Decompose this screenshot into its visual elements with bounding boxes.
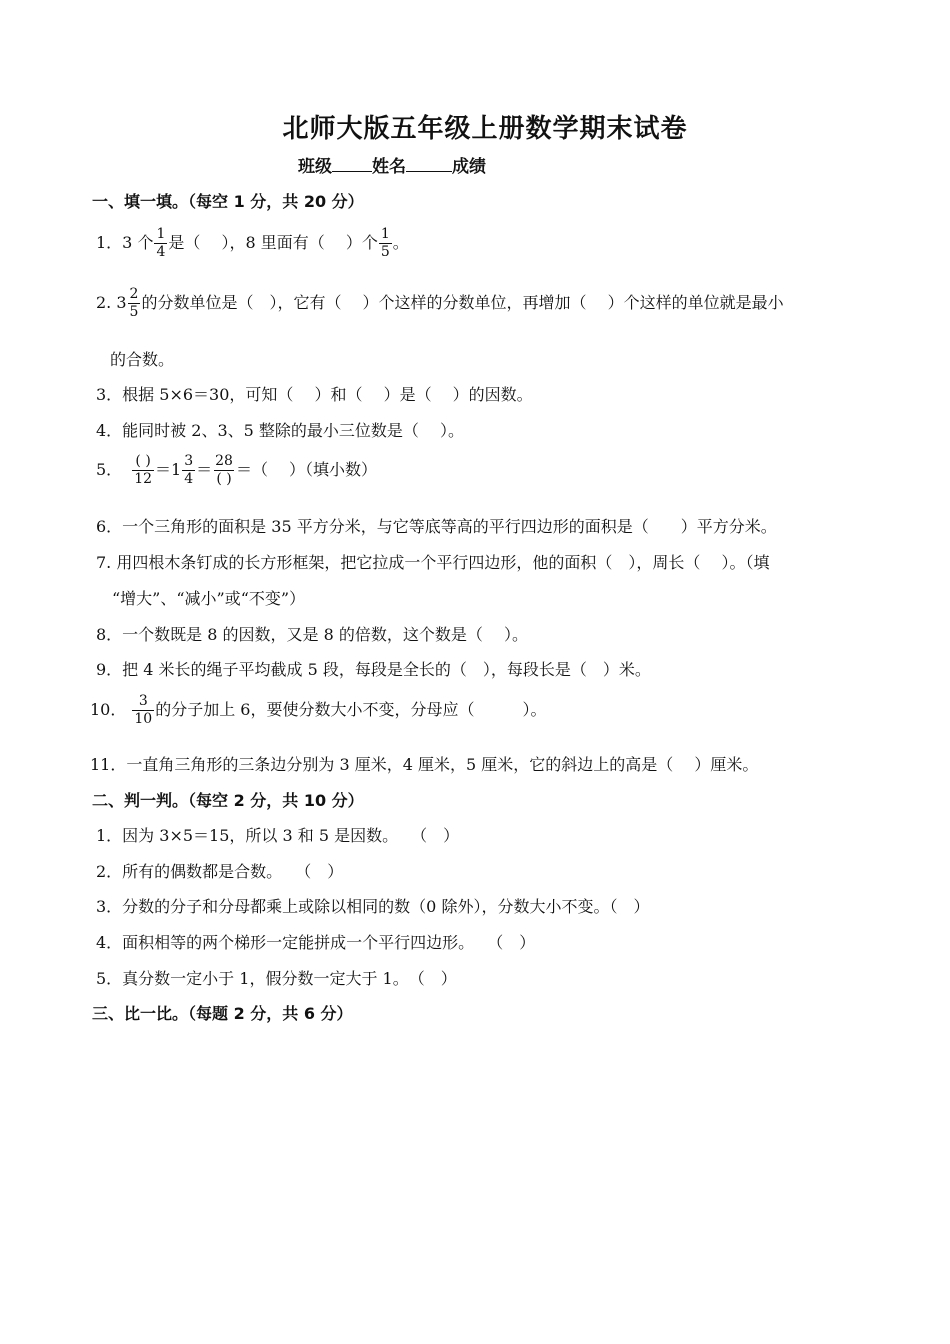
question-1-9: 9．把 4 米长的绳子平均截成 5 段，每段是全长的（ ），每段长是（ ）米。 bbox=[96, 660, 651, 679]
class-label: 班级 bbox=[298, 157, 332, 177]
section-1-heading: 一、填一填。（每空 1 分，共 20 分） bbox=[92, 192, 364, 211]
question-1-3: 3．根据 5×6＝30，可知（ ）和（ ）是（ ）的因数。 bbox=[96, 385, 533, 404]
question-1-11: 11．一直角三角形的三条边分别为 3 厘米，4 厘米，5 厘米，它的斜边上的高是（ ）厘米。 bbox=[90, 755, 759, 774]
q2-text-a: 2. 3 bbox=[96, 293, 127, 312]
fraction-numerator: 1 bbox=[156, 226, 166, 242]
question-1-4: 4．能同时被 2、3、5 整除的最小三位数是（ ）。 bbox=[96, 421, 464, 440]
fraction-denominator: ( ) bbox=[216, 471, 232, 487]
question-1-10 bbox=[90, 693, 546, 728]
student-info-line bbox=[298, 152, 486, 177]
fraction-numerator: 28 bbox=[215, 453, 233, 469]
question-1-7: 7. 用四根木条钉成的长方形框架，把它拉成一个平行四边形，他的面积（ ），周长（ ）。（填 bbox=[96, 553, 770, 572]
fraction-1-4 bbox=[154, 226, 167, 261]
name-label: 姓名 bbox=[372, 157, 406, 177]
q5-text-b: ＝（ ）（填小数） bbox=[235, 460, 378, 479]
judge-item: 3．分数的分子和分母都乘上或除以相同的数（0 除外），分数大小不变。（ ） bbox=[96, 897, 650, 916]
question-1-5 bbox=[96, 453, 377, 488]
score-label: 成绩 bbox=[452, 157, 486, 177]
fraction-numerator: 1 bbox=[380, 226, 390, 242]
fraction-denominator: 10 bbox=[134, 711, 153, 727]
fraction-1-5 bbox=[379, 226, 392, 261]
fraction-denominator: 5 bbox=[380, 244, 390, 260]
question-1-2-cont: 的合数。 bbox=[110, 350, 175, 369]
q5-equals-1: ＝1 bbox=[155, 460, 182, 479]
fraction-blank-12 bbox=[132, 453, 154, 488]
fraction-numerator: ( ) bbox=[135, 453, 151, 469]
question-1-6: 6．一个三角形的面积是 35 平方分米，与它等底等高的平行四边形的面积是（ ）平方分米。 bbox=[96, 517, 777, 536]
judge-item: 2．所有的偶数都是合数。 （ ） bbox=[96, 862, 344, 881]
fraction-3-4 bbox=[182, 453, 195, 488]
question-1-1 bbox=[96, 226, 409, 261]
fraction-numerator: 2 bbox=[129, 286, 139, 302]
judge-item: 5．真分数一定小于 1，假分数一定大于 1。 （ ） bbox=[96, 969, 457, 988]
fraction-denominator: 4 bbox=[184, 471, 194, 487]
fraction-denominator: 12 bbox=[134, 471, 153, 487]
question-1-2 bbox=[96, 286, 784, 321]
q10-text-b: 的分子加上 6，要使分数大小不变，分母应（ ）。 bbox=[155, 700, 547, 719]
section-2-heading: 二、判一判。（每空 2 分，共 10 分） bbox=[92, 791, 364, 810]
question-1-7-cont: “增大”、“减小”或“不变”） bbox=[112, 589, 306, 608]
fraction-numerator: 3 bbox=[138, 693, 148, 709]
fraction-denominator: 4 bbox=[156, 244, 166, 260]
q1-text-b: 是（ ），8 里面有（ ）个 bbox=[168, 233, 378, 252]
class-blank bbox=[332, 157, 372, 172]
question-1-8: 8．一个数既是 8 的因数，又是 8 的倍数，这个数是（ ）。 bbox=[96, 625, 528, 644]
judge-item: 1．因为 3×5＝15，所以 3 和 5 是因数。 （ ） bbox=[96, 826, 460, 845]
judge-item: 4．面积相等的两个梯形一定能拼成一个平行四边形。 （ ） bbox=[96, 933, 536, 952]
fraction-denominator: 5 bbox=[129, 304, 139, 320]
fraction-3-10 bbox=[132, 693, 154, 728]
q2-text-b: 的分数单位是（ ），它有（ ）个这样的分数单位，再增加（ ）个这样的单位就是最小 bbox=[141, 293, 784, 312]
q10-text-a: 10． bbox=[90, 700, 127, 719]
section-3-heading: 三、比一比。（每题 2 分，共 6 分） bbox=[92, 1004, 353, 1023]
q5-text-a: 5． bbox=[96, 460, 123, 479]
fraction-2-5 bbox=[128, 286, 141, 321]
exam-title: 北师大版五年级上册数学期末试卷 bbox=[282, 114, 688, 144]
name-blank bbox=[406, 157, 452, 172]
q5-equals-2: ＝ bbox=[196, 460, 213, 479]
fraction-numerator: 3 bbox=[184, 453, 194, 469]
fraction-28-blank bbox=[213, 453, 235, 488]
q1-text-a: 1．3 个 bbox=[96, 233, 154, 252]
q1-text-c: 。 bbox=[392, 233, 409, 252]
